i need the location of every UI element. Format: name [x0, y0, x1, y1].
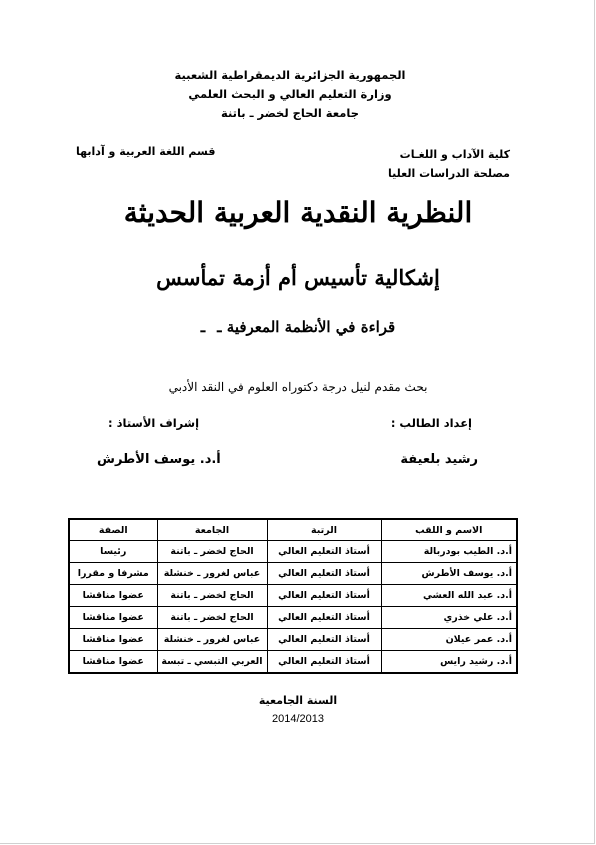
- graduate-office: مصلحة الدراسات العليا: [388, 167, 510, 180]
- member-university: عباس لغرور ـ خنشلة: [157, 563, 267, 585]
- committee-header-row: [69, 519, 517, 541]
- member-university: الحاج لخضر ـ باتنة: [157, 585, 267, 607]
- committee-table: [68, 518, 518, 674]
- table-row: [69, 585, 517, 607]
- member-name: أ.د. يوسف الأطرش: [381, 563, 517, 585]
- reading-dash: قراءة في الأنظمة المعرفية ـ: [217, 318, 396, 336]
- thesis-reading-line: [60, 318, 536, 336]
- thesis-degree-note: بحث مقدم لنيل درجة دكتوراه العلوم في النقد الأدبي: [168, 380, 428, 394]
- member-role: مشرفا و مقررا: [69, 563, 157, 585]
- member-name: أ.د. عمر عيلان: [381, 629, 517, 651]
- member-rank: أستاذ التعليم العالي: [267, 607, 381, 629]
- supervisor-name: أ.د. يوسف الأطرش: [97, 452, 221, 467]
- ministry-name: وزارة التعليم العالي و البحث العلمي: [188, 87, 392, 101]
- institution-header: [150, 66, 430, 123]
- table-row: [69, 651, 517, 674]
- member-rank: أستاذ التعليم العالي: [267, 563, 381, 585]
- member-rank: أستاذ التعليم العالي: [267, 541, 381, 563]
- table-row: [69, 629, 517, 651]
- table-row: [69, 563, 517, 585]
- header-rank: الرتبة: [267, 519, 381, 541]
- table-row: [69, 607, 517, 629]
- member-university: عباس لغرور ـ خنشلة: [157, 629, 267, 651]
- member-rank: أستاذ التعليم العالي: [267, 585, 381, 607]
- supervisor-label: إشراف الأستاذ :: [108, 416, 200, 430]
- department-name: قسم اللغة العربية و آدابها: [76, 145, 216, 158]
- header-university: الجامعة: [157, 519, 267, 541]
- table-row: [69, 541, 517, 563]
- university-name: جامعة الحاج لخضر ـ باتنة: [220, 106, 359, 120]
- thesis-main-title: النظرية النقدية العربية الحديثة: [123, 196, 473, 229]
- member-role: عضوا مناقشا: [69, 629, 157, 651]
- academic-year-value: 2014/2013: [272, 713, 324, 725]
- student-name: رشيد بلعيفة: [400, 452, 478, 467]
- member-rank: أستاذ التعليم العالي: [267, 629, 381, 651]
- member-university: العربي التبسي ـ تبسة: [157, 651, 267, 674]
- member-name: أ.د. الطيب بودربالة: [381, 541, 517, 563]
- thesis-subtitle: إشكالية تأسيس أم أزمة تمأسس: [156, 265, 440, 290]
- faculty-name: كلية الآداب و اللغـات: [399, 148, 510, 161]
- member-university: الحاج لخضر ـ باتنة: [157, 541, 267, 563]
- header-name: الاسم و اللقب: [381, 519, 517, 541]
- student-label: إعداد الطالب :: [390, 416, 472, 430]
- member-name: أ.د. عبد الله العشي: [381, 585, 517, 607]
- republic-name: الجمهورية الجزائرية الديمقراطية الشعبية: [174, 68, 406, 82]
- member-rank: أستاذ التعليم العالي: [267, 651, 381, 674]
- reading-leading-dash: ـ: [200, 318, 206, 336]
- member-role: عضوا مناقشا: [69, 651, 157, 674]
- member-role: عضوا مناقشا: [69, 607, 157, 629]
- member-university: الحاج لخضر ـ باتنة: [157, 607, 267, 629]
- header-role: الصفة: [69, 519, 157, 541]
- member-name: أ.د. علي خذري: [381, 607, 517, 629]
- member-name: أ.د. رشيد رايس: [381, 651, 517, 674]
- academic-year-label: السنة الجامعية: [258, 694, 338, 707]
- faculty-block: [388, 145, 510, 183]
- member-role: عضوا مناقشا: [69, 585, 157, 607]
- member-role: رئيسا: [69, 541, 157, 563]
